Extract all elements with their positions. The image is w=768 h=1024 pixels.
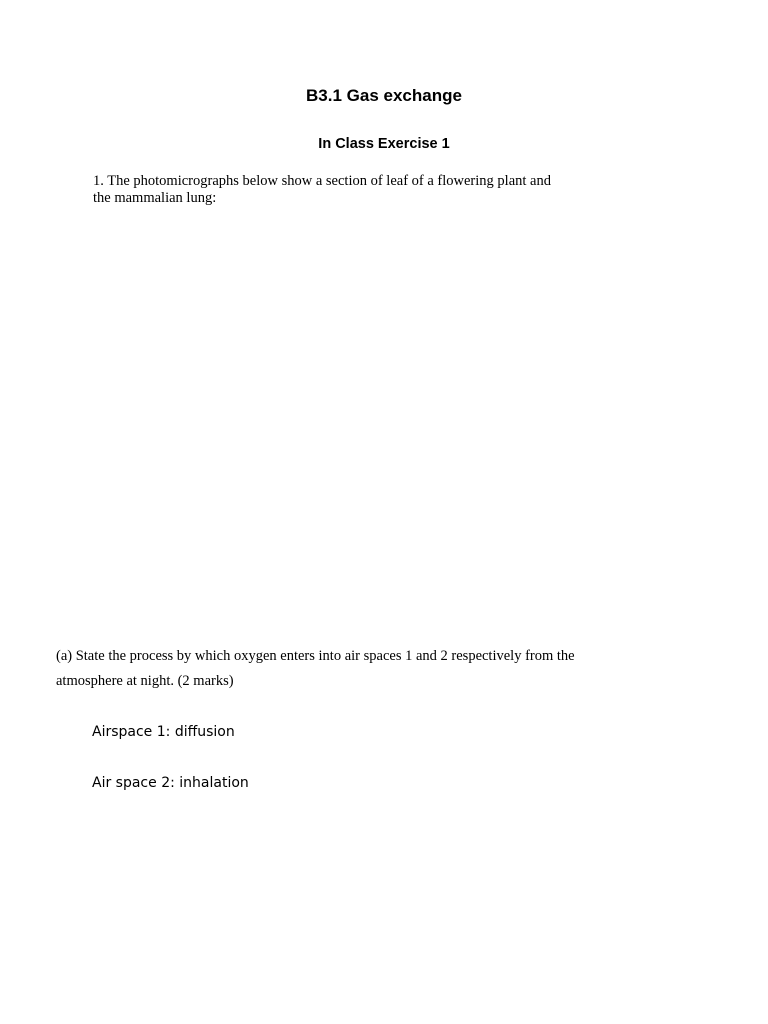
answer-airspace-1: Airspace 1: diffusion: [92, 724, 235, 740]
page-title: B3.1 Gas exchange: [306, 86, 462, 105]
answer-airspace-2: Air space 2: inhalation: [92, 775, 249, 791]
photomicrograph-area: [93, 215, 653, 625]
part-a-line-1: (a) State the process by which oxygen enters into air spaces 1 and 2 respectively from the: [56, 648, 575, 664]
question-1-text: [93, 173, 603, 207]
question-1-line-1: 1. The photomicrographs below show a section of leaf of a flowering plant and: [93, 173, 551, 189]
question-1-line-2: the mammalian lung:: [93, 190, 217, 206]
part-a-question: [56, 644, 636, 694]
part-a-line-2: atmosphere at night. (2 marks): [56, 673, 234, 689]
exercise-subtitle: In Class Exercise 1: [318, 136, 450, 152]
